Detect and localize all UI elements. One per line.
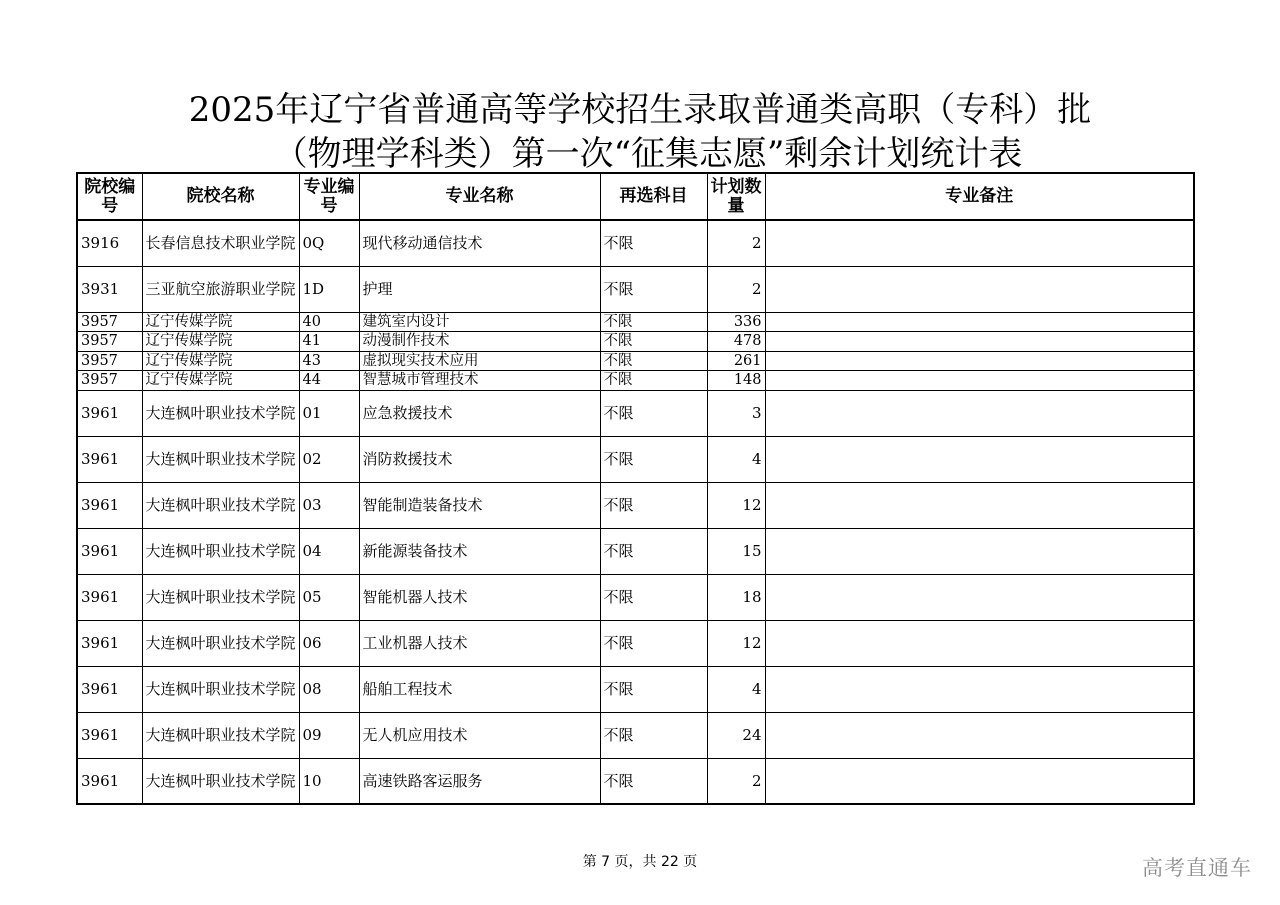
cell-school-name: 大连枫叶职业技术学院 [142, 528, 299, 574]
table-row [77, 390, 1194, 436]
cell-remark [765, 332, 1194, 352]
cell-school-code: 3957 [77, 312, 142, 332]
cell-major-name: 消防救援技术 [359, 436, 600, 482]
cell-remark [765, 371, 1194, 391]
cell-remark [765, 436, 1194, 482]
cell-quota: 148 [707, 371, 765, 391]
cell-remark [765, 351, 1194, 371]
cell-subject: 不限 [600, 620, 707, 666]
cell-major-name: 应急救援技术 [359, 390, 600, 436]
cell-subject: 不限 [600, 220, 707, 266]
cell-remark [765, 220, 1194, 266]
cell-quota: 24 [707, 712, 765, 758]
cell-quota: 478 [707, 332, 765, 352]
cell-major-code: 03 [299, 482, 359, 528]
cell-major-name: 智能机器人技术 [359, 574, 600, 620]
page-number: 第 7 页，共 22 页 [582, 854, 698, 870]
cell-school-code: 3961 [77, 436, 142, 482]
table-row [77, 620, 1194, 666]
table-row [77, 758, 1194, 804]
cell-quota: 12 [707, 620, 765, 666]
cell-major-code: 41 [299, 332, 359, 352]
cell-school-code: 3957 [77, 332, 142, 352]
cell-school-code: 3957 [77, 371, 142, 391]
cell-quota: 12 [707, 482, 765, 528]
cell-subject: 不限 [600, 436, 707, 482]
header-subject: 再选科目 [600, 173, 707, 220]
cell-school-code: 3961 [77, 666, 142, 712]
cell-subject: 不限 [600, 390, 707, 436]
table-row [77, 436, 1194, 482]
document-title-line1: 2025年辽宁省普通高等学校招生录取普通类高职（专科）批 [188, 90, 1092, 130]
cell-major-code: 1D [299, 266, 359, 312]
cell-school-name: 三亚航空旅游职业学院 [142, 266, 299, 312]
table-row [77, 312, 1194, 332]
cell-major-name: 高速铁路客运服务 [359, 758, 600, 804]
cell-major-name: 新能源装备技术 [359, 528, 600, 574]
cell-subject: 不限 [600, 482, 707, 528]
cell-major-name: 船舶工程技术 [359, 666, 600, 712]
cell-school-code: 3961 [77, 390, 142, 436]
cell-major-name: 虚拟现实技术应用 [359, 351, 600, 371]
cell-major-name: 智慧城市管理技术 [359, 371, 600, 391]
cell-major-name: 无人机应用技术 [359, 712, 600, 758]
cell-major-code: 02 [299, 436, 359, 482]
cell-major-code: 43 [299, 351, 359, 371]
cell-school-name: 长春信息技术职业学院 [142, 220, 299, 266]
cell-school-code: 3931 [77, 266, 142, 312]
table-row [77, 528, 1194, 574]
cell-school-name: 辽宁传媒学院 [142, 332, 299, 352]
table-row [77, 332, 1194, 352]
cell-major-code: 40 [299, 312, 359, 332]
cell-major-name: 现代移动通信技术 [359, 220, 600, 266]
header-school-code: 院校编号 [77, 173, 142, 220]
cell-remark [765, 620, 1194, 666]
cell-major-code: 08 [299, 666, 359, 712]
table-row [77, 666, 1194, 712]
cell-school-code: 3961 [77, 574, 142, 620]
cell-quota: 2 [707, 758, 765, 804]
table-row [77, 482, 1194, 528]
cell-school-code: 3961 [77, 712, 142, 758]
cell-school-name: 辽宁传媒学院 [142, 351, 299, 371]
cell-school-name: 大连枫叶职业技术学院 [142, 574, 299, 620]
table-row [77, 266, 1194, 312]
cell-quota: 2 [707, 266, 765, 312]
cell-major-code: 10 [299, 758, 359, 804]
table-row [77, 371, 1194, 391]
cell-remark [765, 266, 1194, 312]
cell-remark [765, 758, 1194, 804]
header-major-code: 专业编号 [299, 173, 359, 220]
cell-remark [765, 574, 1194, 620]
cell-remark [765, 528, 1194, 574]
cell-major-name: 护理 [359, 266, 600, 312]
cell-remark [765, 712, 1194, 758]
header-remark: 专业备注 [765, 173, 1194, 220]
header-school-name: 院校名称 [142, 173, 299, 220]
cell-major-code: 01 [299, 390, 359, 436]
cell-quota: 4 [707, 666, 765, 712]
cell-school-name: 大连枫叶职业技术学院 [142, 482, 299, 528]
cell-school-name: 大连枫叶职业技术学院 [142, 712, 299, 758]
cell-subject: 不限 [600, 332, 707, 352]
cell-subject: 不限 [600, 666, 707, 712]
cell-major-code: 04 [299, 528, 359, 574]
cell-major-code: 05 [299, 574, 359, 620]
cell-major-code: 06 [299, 620, 359, 666]
cell-quota: 261 [707, 351, 765, 371]
table-row [77, 351, 1194, 371]
cell-quota: 4 [707, 436, 765, 482]
header-major-name: 专业名称 [359, 173, 600, 220]
cell-remark [765, 312, 1194, 332]
cell-school-name: 大连枫叶职业技术学院 [142, 390, 299, 436]
cell-subject: 不限 [600, 528, 707, 574]
cell-school-name: 大连枫叶职业技术学院 [142, 758, 299, 804]
cell-subject: 不限 [600, 312, 707, 332]
cell-school-code: 3961 [77, 528, 142, 574]
table-row [77, 220, 1194, 266]
table-row [77, 574, 1194, 620]
cell-subject: 不限 [600, 712, 707, 758]
cell-quota: 2 [707, 220, 765, 266]
cell-remark [765, 666, 1194, 712]
cell-school-name: 大连枫叶职业技术学院 [142, 666, 299, 712]
table-row [77, 712, 1194, 758]
cell-quota: 3 [707, 390, 765, 436]
header-quota: 计划数量 [707, 173, 765, 220]
cell-school-name: 大连枫叶职业技术学院 [142, 436, 299, 482]
cell-school-name: 辽宁传媒学院 [142, 371, 299, 391]
cell-major-name: 动漫制作技术 [359, 332, 600, 352]
cell-quota: 336 [707, 312, 765, 332]
cell-major-code: 44 [299, 371, 359, 391]
document-title-line2: （物理学科类）第一次“征集志愿”剩余计划统计表 [273, 134, 1023, 174]
cell-quota: 15 [707, 528, 765, 574]
cell-remark [765, 482, 1194, 528]
cell-school-code: 3961 [77, 482, 142, 528]
cell-major-name: 工业机器人技术 [359, 620, 600, 666]
cell-school-code: 3916 [77, 220, 142, 266]
remaining-plan-table [76, 172, 1195, 805]
cell-major-code: 0Q [299, 220, 359, 266]
cell-major-name: 建筑室内设计 [359, 312, 600, 332]
cell-school-code: 3957 [77, 351, 142, 371]
cell-major-code: 09 [299, 712, 359, 758]
cell-subject: 不限 [600, 758, 707, 804]
cell-subject: 不限 [600, 266, 707, 312]
watermark: 高考直通车 [1142, 856, 1252, 880]
cell-subject: 不限 [600, 574, 707, 620]
cell-school-name: 辽宁传媒学院 [142, 312, 299, 332]
cell-quota: 18 [707, 574, 765, 620]
cell-major-name: 智能制造装备技术 [359, 482, 600, 528]
cell-subject: 不限 [600, 371, 707, 391]
cell-subject: 不限 [600, 351, 707, 371]
cell-school-name: 大连枫叶职业技术学院 [142, 620, 299, 666]
cell-remark [765, 390, 1194, 436]
table-header-row [77, 173, 1194, 220]
cell-school-code: 3961 [77, 620, 142, 666]
cell-school-code: 3961 [77, 758, 142, 804]
